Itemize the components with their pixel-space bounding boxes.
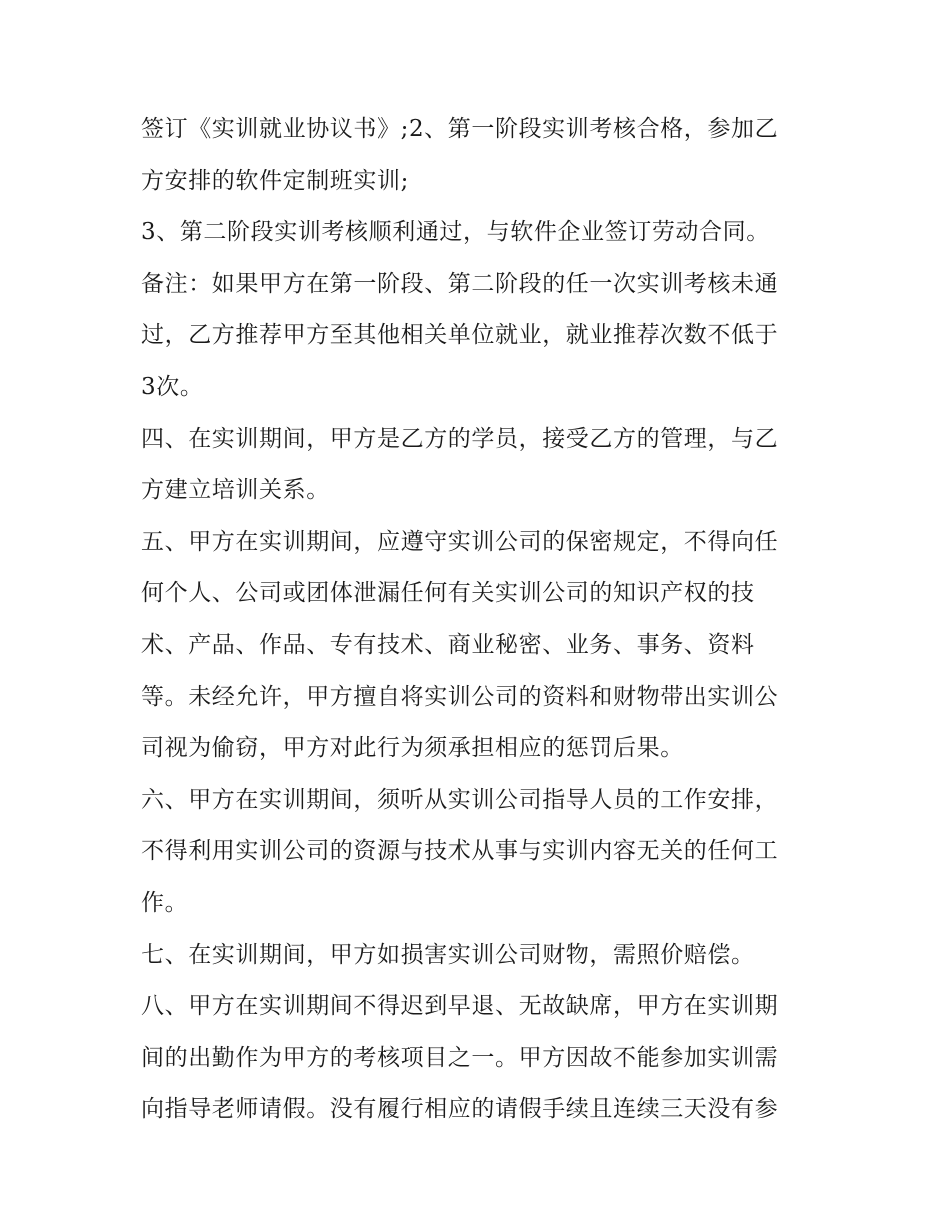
- text-line: 何个人、公司或团体泄漏任何有关实训公司的知识产权的技: [141, 580, 755, 607]
- text-line: 签订《实训就业协议书》;2、第一阶段实训考核合格，参加乙: [141, 116, 779, 142]
- text-line: 方建立培训关系。: [141, 477, 330, 504]
- text-line: 八、甲方在实训期间不得迟到早退、无故缺席，甲方在实训期: [141, 993, 779, 1020]
- document-body: [141, 104, 821, 1136]
- text-line: 备注：如果甲方在第一阶段、第二阶段的任一次实训考核未通: [141, 270, 779, 297]
- text-line: 七、在实训期间，甲方如损害实训公司财物，需照价赔偿。: [141, 941, 755, 968]
- text-line: 术、产品、作品、专有技术、商业秘密、业务、事务、资料: [141, 631, 755, 658]
- text-line: 五、甲方在实训期间，应遵守实训公司的保密规定，不得向任: [141, 528, 779, 555]
- text-line: 3、第二阶段实训考核顺利通过，与软件企业签订劳动合同。: [141, 219, 770, 246]
- text-line: 3次。: [141, 373, 204, 400]
- text-line: 等。未经允许，甲方擅自将实训公司的资料和财物带出实训公: [141, 683, 779, 710]
- text-line: 过，乙方推荐甲方至其他相关单位就业，就业推荐次数不低于: [141, 322, 779, 349]
- text-line: 方安排的软件定制班实训;: [141, 167, 409, 194]
- text-line: 间的出勤作为甲方的考核项目之一。甲方因故不能参加实训需: [141, 1044, 779, 1071]
- text-line: 作。: [141, 889, 189, 916]
- text-line: 司视为偷窃，甲方对此行为须承担相应的惩罚后果。: [141, 735, 684, 762]
- text-line: 四、在实训期间，甲方是乙方的学员，接受乙方的管理，与乙: [141, 425, 779, 452]
- text-line: 向指导老师请假。没有履行相应的请假手续且连续三天没有参: [141, 1096, 779, 1123]
- text-line: 不得利用实训公司的资源与技术从事与实训内容无关的任何工: [141, 838, 779, 865]
- text-line: 六、甲方在实训期间，须听从实训公司指导人员的工作安排，: [141, 786, 779, 813]
